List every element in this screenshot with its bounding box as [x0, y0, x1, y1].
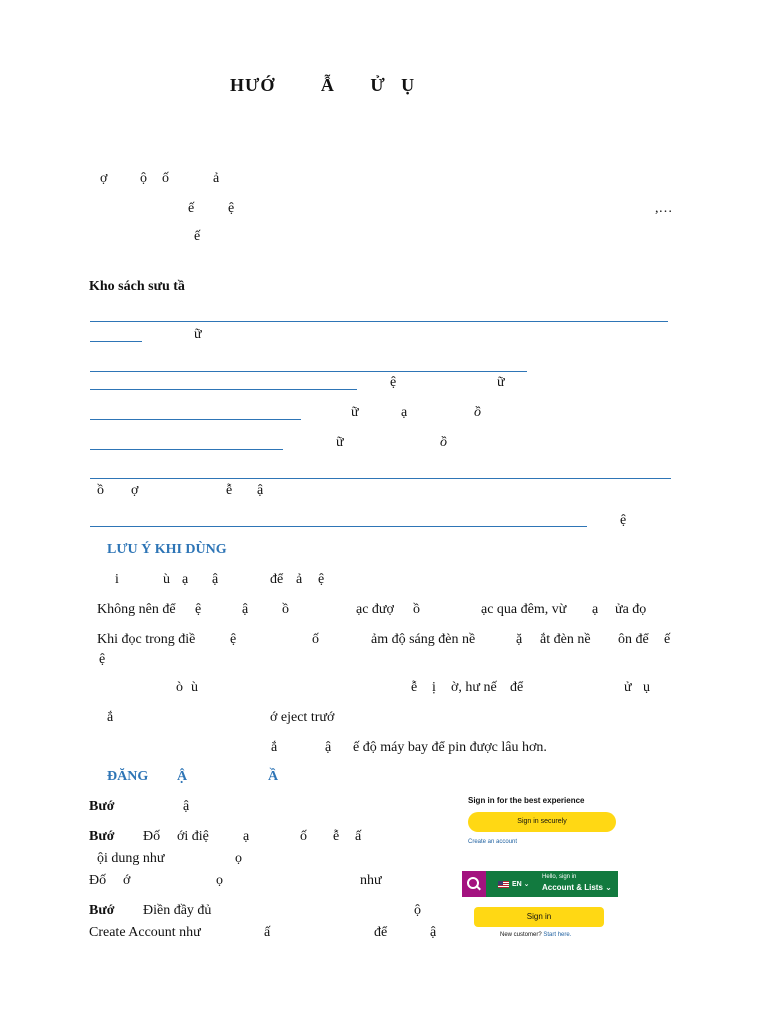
language-code: EN — [512, 881, 522, 888]
link-tail: ệ — [390, 375, 397, 390]
register-heading-part: Ầ — [268, 769, 279, 784]
sign-in-securely-button[interactable]: Sign in securely — [468, 812, 616, 832]
hello-sign-in: Hello, sign in — [542, 874, 577, 880]
note-word: ậ — [212, 572, 219, 587]
step-text: ọ — [235, 851, 242, 866]
title-part: HƯỚ — [230, 75, 276, 95]
note-word: ặ — [516, 632, 523, 647]
step-text: ội dung như — [97, 851, 165, 866]
amazon-signin-screenshot — [462, 792, 622, 942]
chevron-down-icon: ⌄ — [521, 881, 530, 888]
step-text: như — [360, 873, 382, 888]
step-text: ậ — [183, 799, 190, 814]
link-tail: ạ — [401, 405, 408, 420]
step-text: Đố — [89, 873, 107, 888]
note-word: ế — [664, 632, 671, 647]
step-text: Create Account như — [89, 925, 201, 940]
link-tail: ữ — [336, 435, 344, 450]
step-text: Đố — [143, 829, 161, 844]
title-part: Ẫ — [320, 75, 335, 95]
note-word: ạc qua đêm, vừ — [481, 602, 567, 617]
intro-word: ế — [188, 201, 195, 216]
note-word: ạ — [182, 572, 189, 587]
note-word: ắ — [107, 710, 114, 725]
note-word: ù — [163, 572, 170, 587]
note-word: để — [510, 680, 524, 695]
title-part: Ử — [370, 75, 386, 95]
note-word: ửa đọ — [615, 602, 647, 617]
link-tail: ậ — [257, 483, 264, 498]
link-tail: ữ — [351, 405, 359, 420]
link-tail: ệ — [620, 513, 627, 528]
amazon-signin-header: Sign in for the best experience — [468, 796, 585, 805]
note-word: ụ — [643, 680, 650, 695]
note-word: ắ — [271, 740, 278, 755]
intro-word: ợ — [100, 171, 108, 186]
note-word: ố — [312, 632, 319, 647]
title-part: Ụ — [401, 75, 416, 95]
note-word: Không nên để — [97, 602, 176, 617]
collection-heading: Kho sách sưu tầ — [89, 279, 185, 294]
note-word: ệ — [99, 652, 106, 667]
step-text: Điền đầy đủ — [143, 903, 212, 918]
note-word: ò — [176, 680, 183, 695]
start-here-link[interactable]: Start here. — [543, 932, 572, 938]
document-title — [230, 75, 415, 96]
link-tail: ồ — [474, 405, 481, 420]
note-word: ế độ máy bay để pin được lâu hơn. — [353, 740, 547, 755]
search-icon[interactable] — [462, 871, 486, 897]
intro-word: ,… — [655, 201, 673, 216]
note-word: ớ eject trướ — [270, 710, 335, 725]
note-word: ồ — [413, 602, 420, 617]
note-word: ả — [296, 572, 303, 587]
step-text: ấ — [355, 829, 362, 844]
register-heading-part: ĐĂNG — [107, 769, 149, 784]
note-word: ôn để — [618, 632, 649, 647]
language-selector — [512, 880, 530, 888]
step-label: Bướ — [89, 799, 115, 814]
note-word: ù — [191, 680, 198, 695]
note-word: ờ, hư nế — [451, 680, 497, 695]
account-nav[interactable] — [486, 871, 618, 897]
us-flag-icon — [498, 881, 509, 888]
note-word: ồ — [282, 602, 289, 617]
note-word: ị — [432, 680, 436, 695]
step-text: ọ — [216, 873, 223, 888]
step-text: ố — [300, 829, 307, 844]
link-tail: ồ — [97, 483, 104, 498]
note-word: ệ — [318, 572, 325, 587]
step-text: ễ — [333, 829, 340, 844]
link-tail: ễ — [226, 483, 233, 498]
intro-word: ệ — [228, 201, 235, 216]
intro-word: ộ — [140, 171, 147, 186]
link-tail: ữ — [194, 327, 202, 342]
account-lists — [542, 883, 612, 892]
note-word: ạ — [592, 602, 599, 617]
note-word: ệ — [230, 632, 237, 647]
step-text: ậ — [430, 925, 437, 940]
chevron-down-icon: ⌄ — [602, 883, 612, 892]
intro-word: ả — [213, 171, 220, 186]
step-text: ớ — [123, 873, 131, 888]
step-label: Bướ — [89, 903, 115, 918]
step-label: Bướ — [89, 829, 115, 844]
notes-heading: LƯU Ý KHI DÙNG — [107, 542, 227, 557]
note-word: ử — [624, 680, 632, 695]
note-word: i — [115, 572, 119, 587]
register-heading-part: Ậ — [177, 769, 188, 784]
step-text: ộ — [414, 903, 421, 918]
link-tail: ữ — [497, 375, 505, 390]
step-text: ới điệ — [177, 829, 209, 844]
note-word: ễ — [411, 680, 418, 695]
sign-in-button[interactable]: Sign in — [474, 907, 604, 927]
step-text: để — [374, 925, 388, 940]
intro-word: ế — [194, 229, 201, 244]
note-word: ậ — [242, 602, 249, 617]
note-word: ạc đượ — [356, 602, 394, 617]
note-word: Khi đọc trong điề — [97, 632, 196, 647]
create-account-link[interactable]: Create an account — [468, 839, 518, 845]
note-word: ắt đèn nề — [540, 632, 591, 647]
new-customer-label: New customer? — [500, 932, 542, 938]
new-customer-text — [500, 932, 571, 938]
note-word: ảm độ sáng đèn nề — [371, 632, 476, 647]
link-tail: ồ — [440, 435, 447, 450]
note-word: ậ — [325, 740, 332, 755]
account-lists-label: Account & Lists — [542, 883, 603, 892]
step-text: ạ — [243, 829, 250, 844]
note-word: ệ — [195, 602, 202, 617]
step-text: ấ — [264, 925, 271, 940]
intro-word: ố — [162, 171, 169, 186]
link-tail: ợ — [131, 483, 139, 498]
note-word: để — [270, 572, 284, 587]
amazon-nav-bar — [462, 871, 618, 897]
